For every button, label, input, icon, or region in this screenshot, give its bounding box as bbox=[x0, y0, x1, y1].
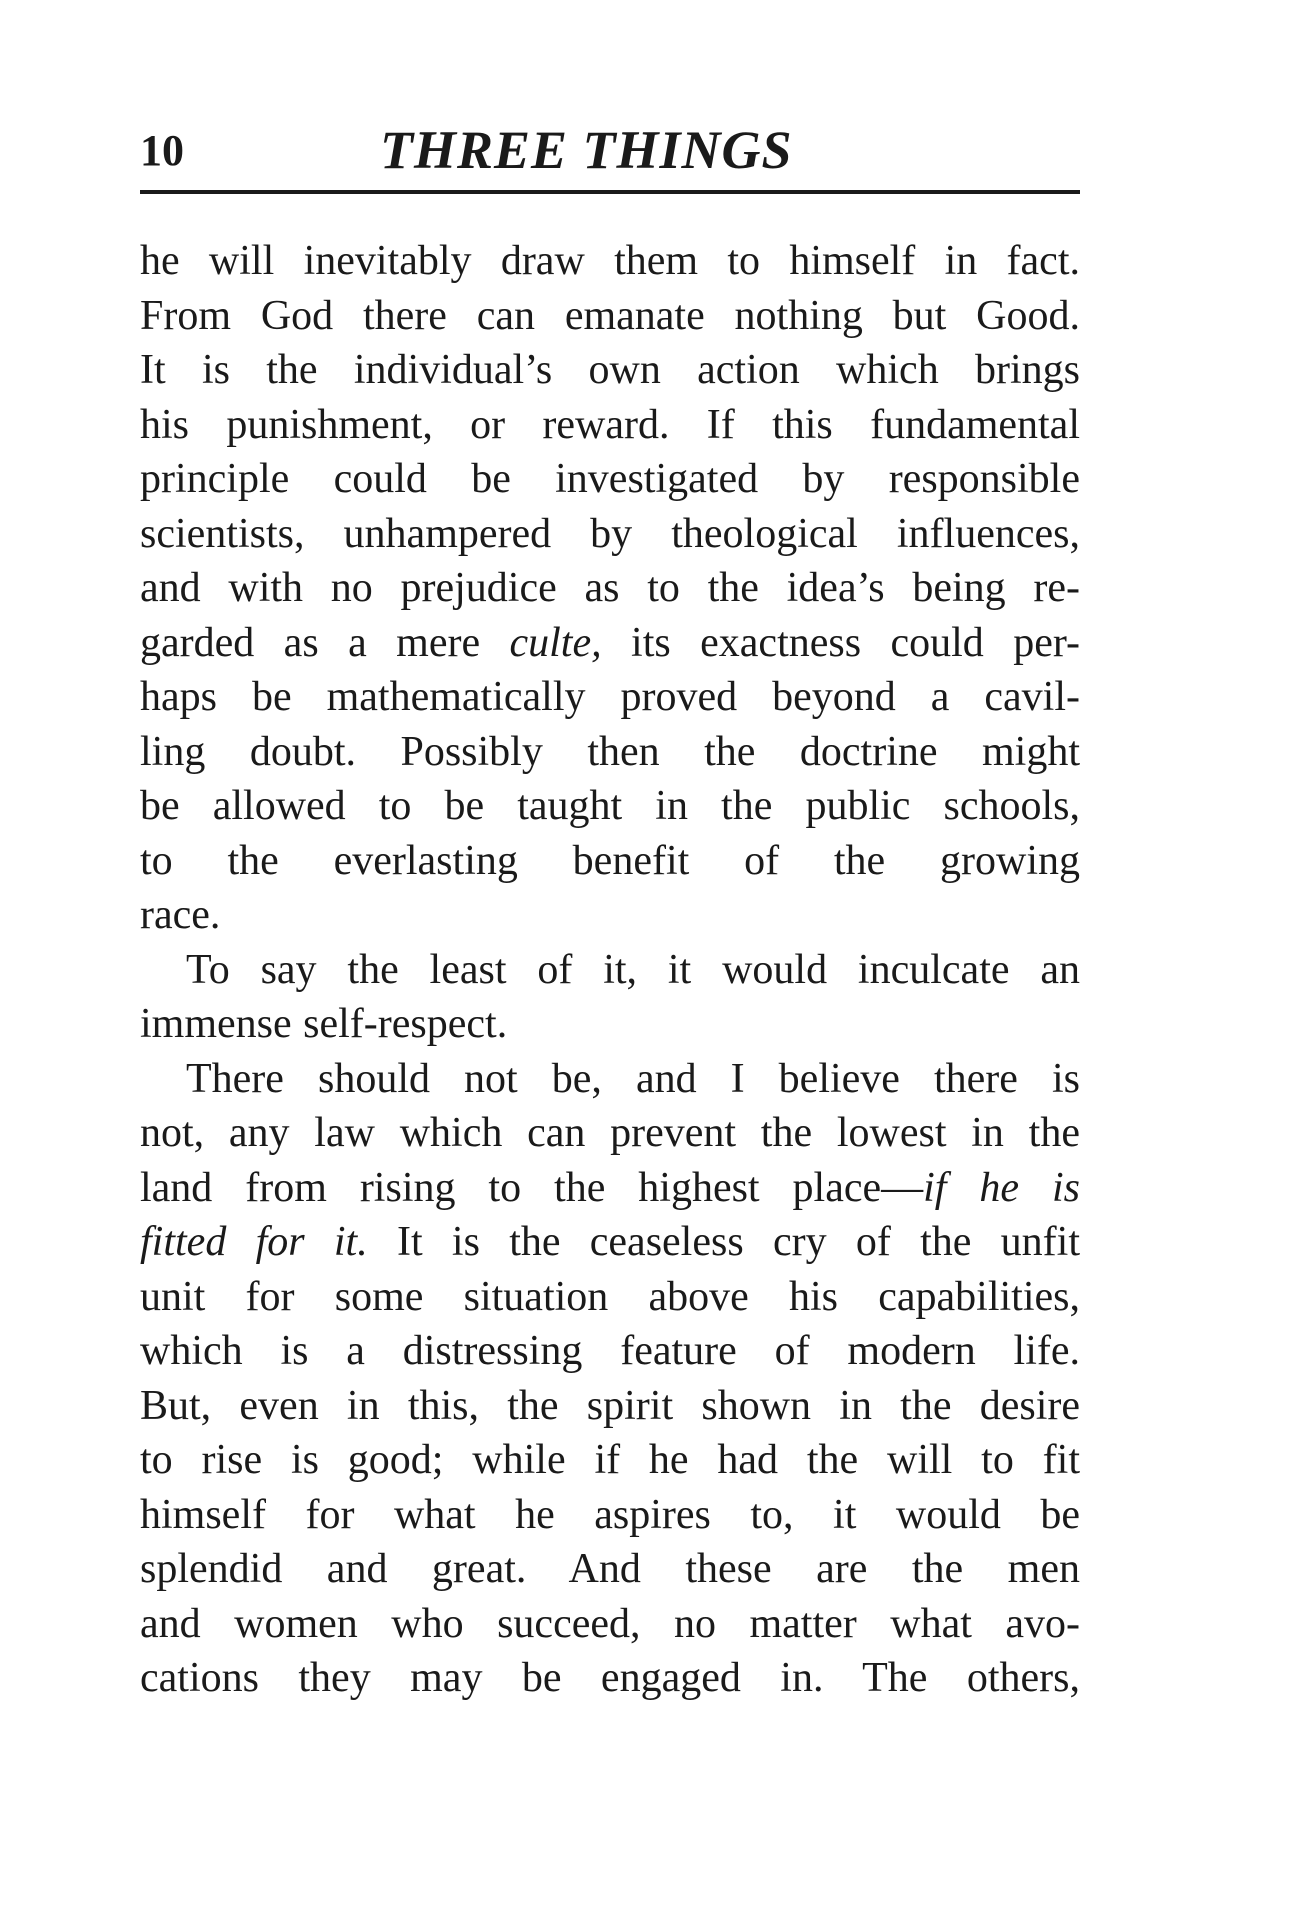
text-segment: It is the ceaseless cry of the unfit bbox=[367, 1219, 1081, 1265]
text-line: unit for some situation above his capabilities, bbox=[140, 1273, 1080, 1320]
text-line: immense self-respect. bbox=[140, 1001, 508, 1047]
text-line: be allowed to be taught in the public schools, bbox=[140, 783, 1080, 829]
text-line: not, any law which can prevent the lowest in the bbox=[140, 1110, 1080, 1156]
text-line: which is a distressing feature of modern life. bbox=[140, 1328, 1080, 1374]
text-line: and with no prejudice as to the idea’s being re- bbox=[140, 565, 1080, 611]
text-line: To say the least of it, it would inculcate an bbox=[186, 946, 1080, 993]
header-rule bbox=[140, 190, 1080, 194]
text-line: From God there can emanate nothing but Good. bbox=[140, 292, 1080, 339]
body-text bbox=[140, 234, 1080, 1706]
italic-phrase: if he is bbox=[923, 1164, 1080, 1211]
page-number: 10 bbox=[140, 126, 184, 175]
text-line: principle could be investigated by responsible bbox=[140, 456, 1080, 502]
text-line: scientists, unhampered by theological influences, bbox=[140, 510, 1080, 557]
text-line bbox=[140, 1215, 1080, 1270]
text-line: his punishment, or reward. If this fundamental bbox=[140, 401, 1080, 448]
text-line bbox=[140, 1161, 1080, 1216]
text-line: But, even in this, the spirit shown in the desire bbox=[140, 1382, 1080, 1429]
text-line: splendid and great. And these are the men bbox=[140, 1546, 1080, 1592]
italic-term: culte, bbox=[509, 619, 602, 666]
text-line: race. bbox=[140, 892, 221, 938]
text-line: to rise is good; while if he had the will to fit bbox=[140, 1437, 1080, 1483]
text-line: to the everlasting benefit of the growing bbox=[140, 837, 1080, 884]
text-line: haps be mathematically proved beyond a cavil- bbox=[140, 674, 1080, 720]
page-header bbox=[140, 120, 1080, 186]
text-line: ling doubt. Possibly then the doctrine might bbox=[140, 728, 1080, 775]
text-segment: garded as a mere bbox=[140, 619, 510, 666]
text-line bbox=[140, 616, 1080, 671]
text-segment: land from rising to the highest place— bbox=[140, 1164, 924, 1211]
text-line: It is the individual’s own action which brings bbox=[140, 347, 1080, 393]
text-line: himself for what he aspires to, it would be bbox=[140, 1491, 1080, 1538]
text-segment: its exactness could per- bbox=[601, 619, 1080, 666]
text-line: he will inevitably draw them to himself in fact. bbox=[140, 238, 1080, 284]
italic-phrase: fitted for it. bbox=[140, 1219, 368, 1265]
text-line: cations they may be engaged in. The others, bbox=[140, 1655, 1080, 1701]
text-line: There should not be, and I believe there is bbox=[186, 1055, 1080, 1102]
text-line: and women who succeed, no matter what avo- bbox=[140, 1600, 1080, 1647]
running-title: THREE THINGS bbox=[380, 120, 793, 180]
